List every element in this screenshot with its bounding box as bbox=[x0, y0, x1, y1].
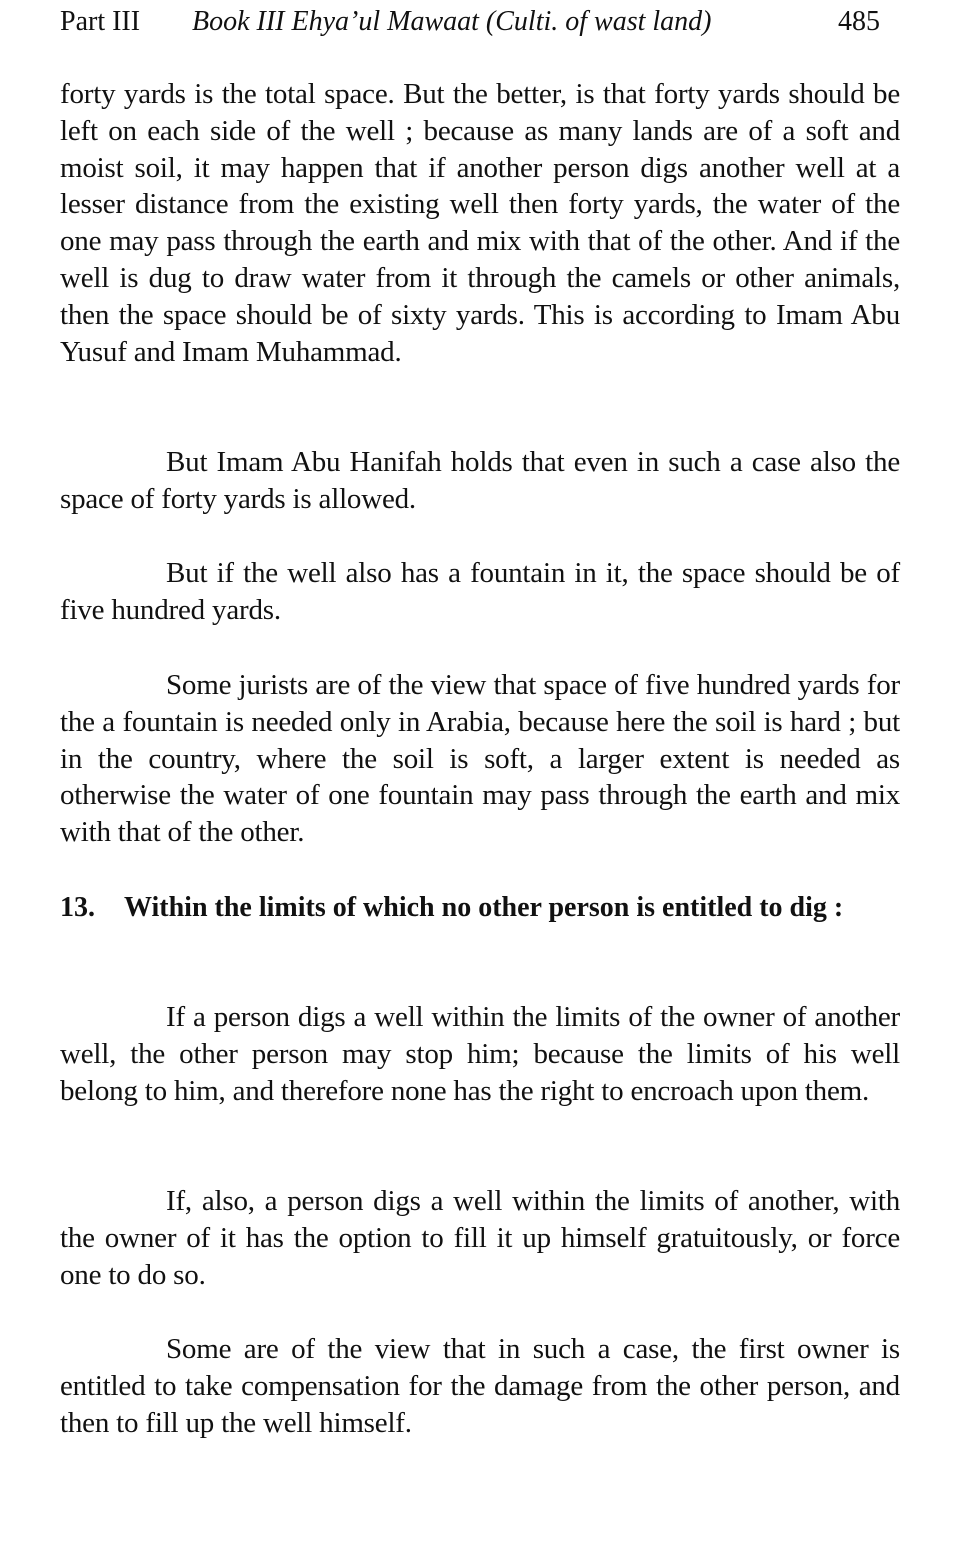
section-number: 13. bbox=[60, 892, 95, 923]
paragraph-forty-yards: forty yards is the total space. But the better, is that forty yards should be left on each side of the well ; because as many lands are of a soft and moist soil, it may happen that if another person digs another well at a lesser distance from the existing well then forty yards, the water of the one may pass through the earth and mix with that of the other. And if the well is dug to draw water from it through the camels or other animals, then the space should be of sixty yards. This is according to Imam Abu Yusuf and Imam Muhammad. bbox=[60, 78, 900, 368]
section-heading bbox=[60, 889, 900, 926]
section-title: Within the limits of which no other person is entitled to dig : bbox=[124, 892, 844, 923]
header-book-title: Book III Ehya’ul Mawaat (Culti. of wast land) bbox=[192, 6, 712, 37]
page-number: 485 bbox=[838, 6, 880, 37]
paragraph-jurists-view: Some jurists are of the view that space of five hundred yards for the a fountain is needed only in Arabia, because here the soil is hard ; but in the country, where the soil is soft, a larger extent is needed as otherwise the water of one fountain may pass through the earth and mix with that of the other. bbox=[60, 669, 900, 849]
paragraph-fountain: But if the well also has a fountain in it, the space should be of five hundred yards. bbox=[60, 557, 900, 626]
paragraph-compensation: Some are of the view that in such a case, the first owner is entitled to take compensation for the damage from the other person, and then to fill up the well himself. bbox=[60, 1333, 900, 1439]
header-part: Part III bbox=[60, 6, 141, 37]
paragraph-abu-hanifah: But Imam Abu Hanifah holds that even in such a case also the space of forty yards is allowed. bbox=[60, 446, 900, 515]
running-header bbox=[60, 4, 900, 40]
paragraph-fill-up: If, also, a person digs a well within the limits of another, with the owner of it has the option to fill it up himself gratuitously, or force one to do so. bbox=[60, 1185, 900, 1291]
paragraph-limits-owner: If a person digs a well within the limits of the owner of another well, the other person may stop him; because the limits of his well belong to him, and therefore none has the right to encroach upon them. bbox=[60, 1001, 900, 1107]
